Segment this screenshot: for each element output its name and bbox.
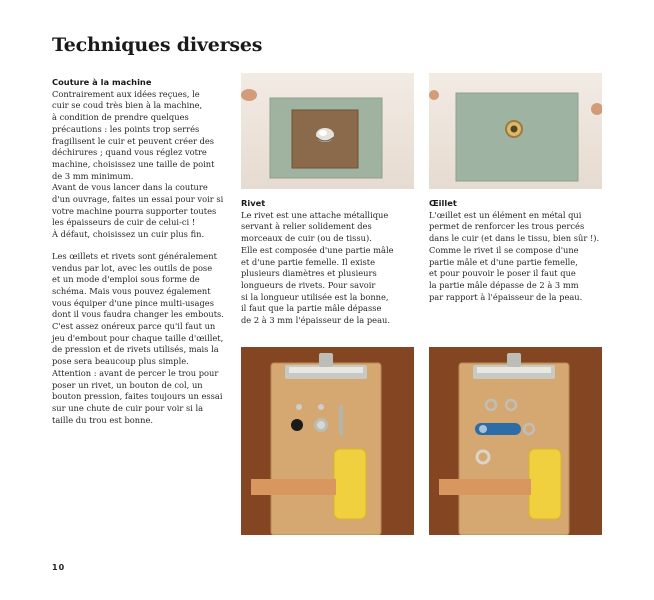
eyelet-tools-illustration (429, 347, 602, 535)
text-line: schéma. Mais vous pouvez également (52, 285, 211, 296)
photo-rivet-leather (241, 73, 414, 189)
text-line: partie mâle et d'une partie femelle, (429, 256, 578, 267)
text-line: fragilisent le cuir et peuvent créer des (52, 135, 215, 146)
text-line: il faut que la partie mâle dépasse (241, 303, 382, 314)
page-number: 10 (52, 563, 66, 572)
section-heading-oeillet: Œillet (429, 198, 457, 208)
text-line: Elle est composée d'une partie mâle (241, 244, 394, 255)
text-line: longueurs de rivets. Pour savoir (241, 279, 376, 290)
photo-rivet-tools (241, 347, 414, 535)
section-heading-couture: Couture à la machine (52, 77, 152, 87)
text-line: pose sera beaucoup plus simple. (52, 356, 189, 367)
text-line: vous équiper d'une pince multi-usages (52, 297, 214, 308)
text-line: les épaisseurs de cuir de celui-ci ! (52, 217, 196, 228)
rivet-tools-illustration (241, 347, 414, 535)
text-line: poser un rivet, un bouton de col, un (52, 379, 203, 390)
left-column (52, 77, 238, 426)
text-line: si la longueur utilisée est la bonne, (241, 291, 389, 302)
photo-eyelet-tools (429, 347, 602, 535)
section-heading-rivet: Rivet (241, 198, 266, 208)
text-line: morceaux de cuir (ou de tissu). (241, 233, 372, 244)
text-line: Les œillets et rivets sont généralement (52, 250, 217, 261)
text-line: À défaut, choisissez un cuir plus fin. (52, 229, 205, 240)
rivet-leather-illustration (241, 73, 414, 189)
text-line: déchirures ; quand vous réglez votre (52, 147, 207, 158)
text-line: de 3 mm minimum. (52, 170, 134, 181)
text-line: taille du trou est bonne. (52, 414, 154, 425)
text-line: votre machine pourra supporter toutes (52, 205, 217, 216)
text-line: machine, choisissez une taille de point (52, 158, 215, 169)
text-line: sur une chute de cuir pour voir si la (52, 402, 204, 413)
text-line: Avant de vous lancer dans la couture (52, 182, 208, 193)
text-line: Comme le rivet il se compose d'une (429, 244, 579, 255)
oeillet-caption (429, 198, 607, 303)
text-line: bouton pression, faites toujours un essai (52, 391, 223, 402)
text-line: vendus par lot, avec les outils de pose (52, 262, 213, 273)
text-line: jeu d'embout pour chaque taille d'œillet, (52, 332, 224, 343)
eyelet-leather-illustration (429, 73, 602, 189)
text-line: cuir se coud très bien à la machine, (52, 100, 203, 111)
text-line: et d'une partie femelle. Il existe (241, 256, 376, 267)
text-line: L'œillet est un élément en métal qui (429, 209, 582, 220)
text-line: et pour pouvoir le poser il faut que (429, 268, 576, 279)
text-line: plusieurs diamètres et plusieurs (241, 268, 377, 279)
text-line: Attention : avant de percer le trou pour (52, 367, 219, 378)
text-line: de pression et de rivets utilisés, mais la (52, 344, 219, 355)
text-line: et un mode d'emploi sous forme de (52, 274, 200, 285)
page-title: Techniques diverses (52, 34, 263, 56)
text-line: servant à relier solidement des (241, 221, 372, 232)
text-line: précautions : les points trop serrés (52, 123, 200, 134)
text-line: Contrairement aux idées reçues, le (52, 88, 200, 99)
photo-eyelet-leather (429, 73, 602, 189)
text-line: dont il vous faudra changer les embouts. (52, 309, 224, 320)
rivet-caption (241, 198, 419, 327)
text-line: de 2 à 3 mm l'épaisseur de la peau. (241, 315, 391, 326)
text-line: d'un ouvrage, faites un essai pour voir si (52, 194, 224, 205)
text-line: par rapport à l'épaisseur de la peau. (429, 291, 583, 302)
text-line: à condition de prendre quelques (52, 112, 189, 123)
text-line: dans le cuir (et dans le tissu, bien sûr !). (429, 233, 600, 244)
text-line: C'est assez onéreux parce qu'il faut un (52, 321, 216, 332)
text-line: la partie mâle dépasse de 2 à 3 mm (429, 279, 579, 290)
text-line: Le rivet est une attache métallique (241, 209, 389, 220)
text-line: permet de renforcer les trous percés (429, 221, 585, 232)
